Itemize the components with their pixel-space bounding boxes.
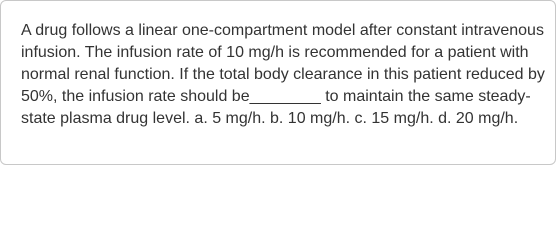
question-text: A drug follows a linear one-compartment model after constant intravenous infusion. The infusion rate of 10 mg/h is recommended for a patient with normal renal function. If the total body clearance in this patient reduced by 50%, the infusion rate should be________ to maintain the same steady-state plasma drug level. a. 5 mg/h. b. 10 mg/h. c. 15 mg/h. d. 20 mg/h. [21, 22, 545, 127]
